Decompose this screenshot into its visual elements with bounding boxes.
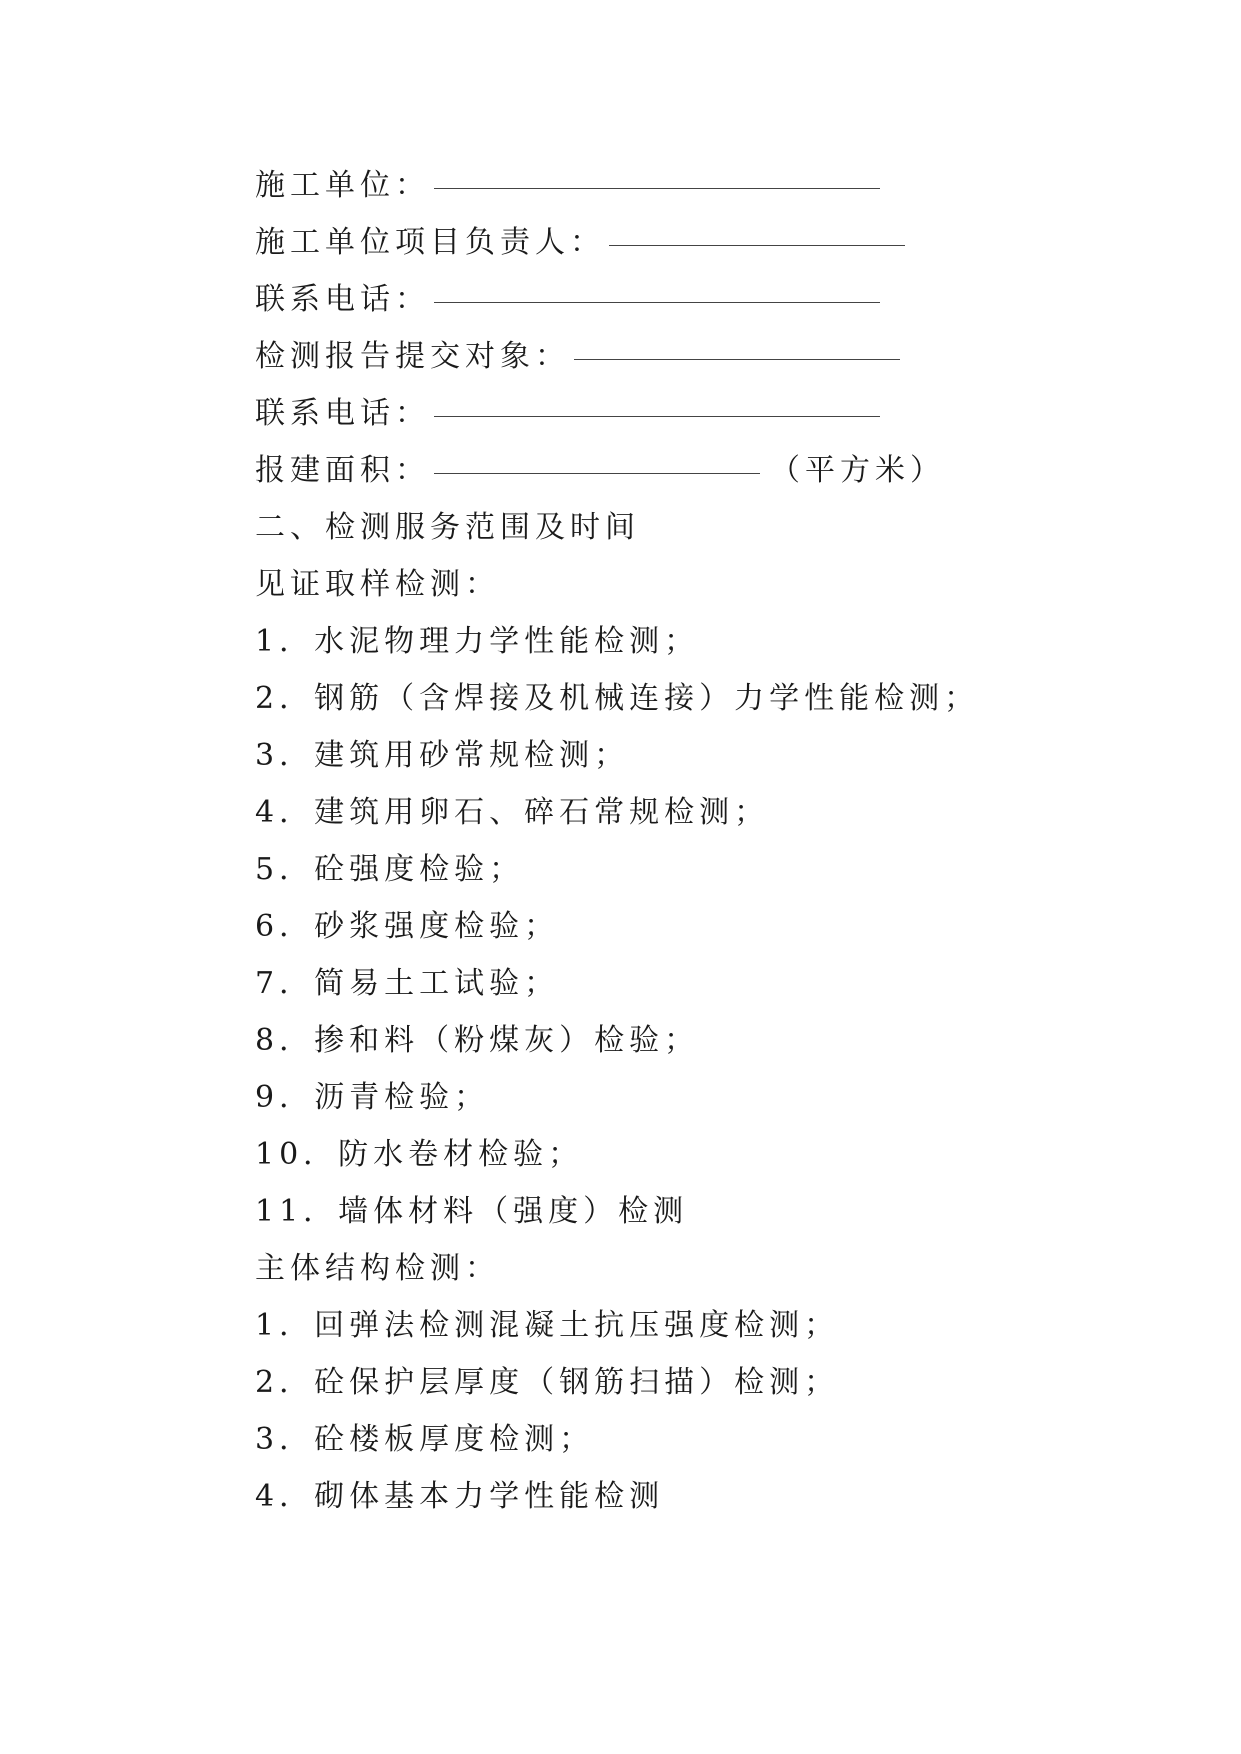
field-label: 施工单位项目负责人：	[255, 225, 605, 260]
list-item: 8．掺和料（粉煤灰）检验；	[255, 1023, 700, 1058]
section-title: 二、检测服务范围及时间	[255, 510, 640, 545]
field-label: 报建面积：	[255, 453, 430, 488]
contact-phone-blank-2[interactable]	[434, 386, 880, 417]
list-item: 11．墙体材料（强度）检测	[255, 1194, 689, 1229]
contact-phone-field-1	[255, 274, 880, 326]
list-item: 2．钢筋（含焊接及机械连接）力学性能检测；	[255, 681, 980, 716]
list-item: 6．砂浆强度检验；	[255, 909, 560, 944]
list-item: 10．防水卷材检验；	[255, 1137, 584, 1172]
list-item: 2．砼保护层厚度（钢筋扫描）检测；	[255, 1365, 840, 1400]
project-manager-blank[interactable]	[609, 215, 905, 246]
field-label: 检测报告提交对象：	[255, 339, 570, 374]
construction-unit-field	[255, 160, 880, 212]
list-item: 3．砼楼板厚度检测；	[255, 1422, 595, 1457]
list-item: 3．建筑用砂常规检测；	[255, 738, 630, 773]
project-manager-field	[255, 217, 905, 269]
list-item: 4．建筑用卵石、碎石常规检测；	[255, 795, 770, 830]
building-area-field	[255, 445, 945, 497]
contact-phone-blank-1[interactable]	[434, 272, 880, 303]
witness-sampling-heading: 见证取样检测：	[255, 567, 500, 602]
list-item: 7．简易土工试验；	[255, 966, 560, 1001]
building-area-blank[interactable]	[434, 443, 760, 474]
list-item: 5．砼强度检验；	[255, 852, 525, 887]
field-label: 施工单位：	[255, 168, 430, 203]
field-label: 联系电话：	[255, 282, 430, 317]
list-item: 9．沥青检验；	[255, 1080, 490, 1115]
report-recipient-blank[interactable]	[574, 329, 900, 360]
structure-inspection-heading: 主体结构检测：	[255, 1251, 500, 1286]
field-label: 联系电话：	[255, 396, 430, 431]
list-item: 4．砌体基本力学性能检测	[255, 1479, 665, 1514]
list-item: 1．水泥物理力学性能检测；	[255, 624, 700, 659]
contact-phone-field-2	[255, 388, 880, 440]
unit-suffix: （平方米）	[770, 453, 945, 488]
construction-unit-blank[interactable]	[434, 158, 880, 189]
list-item: 1．回弹法检测混凝土抗压强度检测；	[255, 1308, 840, 1343]
report-recipient-field	[255, 331, 900, 383]
